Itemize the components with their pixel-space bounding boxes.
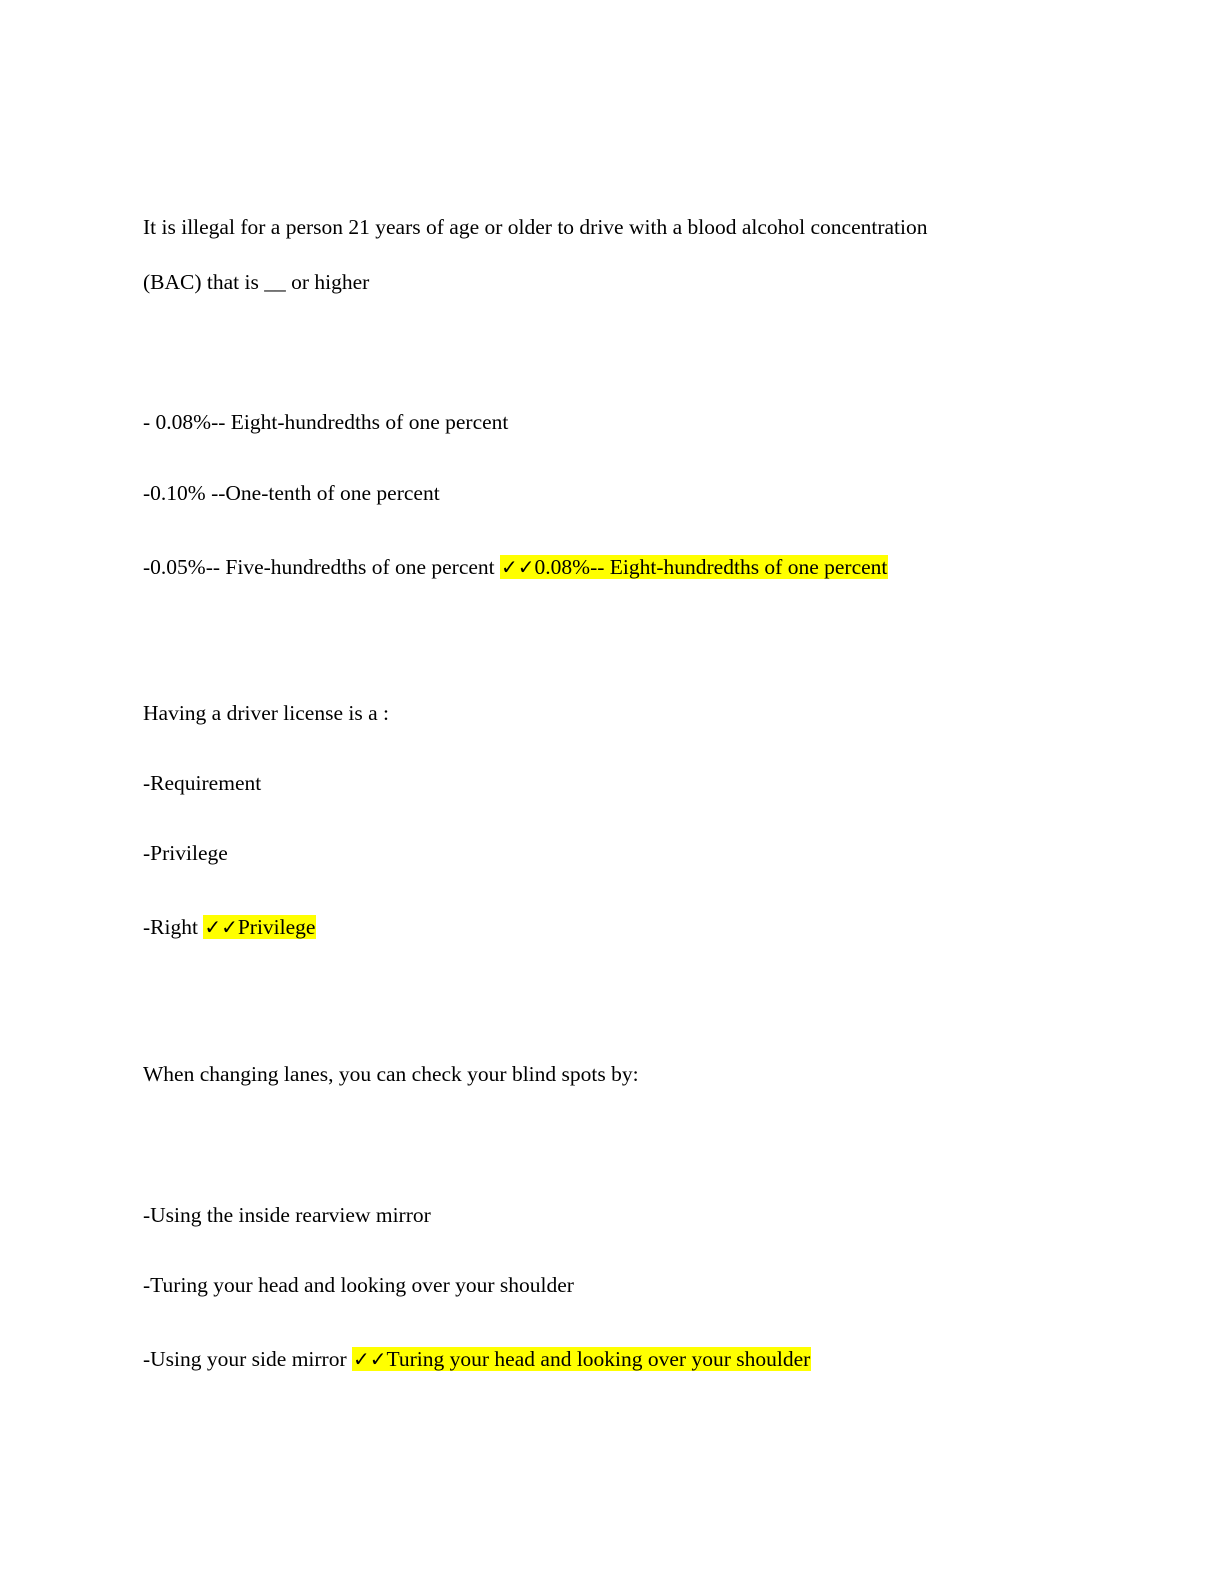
q1-answer: 0.08%-- Eight-hundredths of one percent (534, 555, 888, 579)
q2-option-3: -Right (143, 915, 198, 939)
q2-question: Having a driver license is a : (143, 701, 389, 725)
q1-question-line2: (BAC) that is __ or higher (143, 270, 370, 294)
double-check-icon: ✓✓ (501, 555, 535, 579)
q2-option-1: -Requirement (143, 771, 262, 795)
q3-answer: Turing your head and looking over your shoulder (386, 1347, 811, 1371)
q1-answer-highlight (500, 555, 888, 579)
q3-option-1: -Using the inside rearview mirror (143, 1203, 431, 1227)
q3-option-3-row (143, 1343, 811, 1375)
q1-option-3: -0.05%-- Five-hundredths of one percent (143, 555, 495, 579)
q2-answer-highlight (203, 915, 316, 939)
q2-option-2: -Privilege (143, 841, 228, 865)
q3-question: When changing lanes, you can check your blind spots by: (143, 1062, 639, 1086)
q3-option-3: -Using your side mirror (143, 1347, 347, 1371)
q3-answer-highlight (352, 1347, 811, 1371)
q1-option-3-row (143, 551, 888, 583)
q1-option-2: -0.10% --One-tenth of one percent (143, 481, 440, 505)
q2-answer: Privilege (237, 915, 316, 939)
q1-question-line1: It is illegal for a person 21 years of age or older to drive with a blood alcohol concentration (143, 215, 928, 239)
q2-option-3-row (143, 911, 316, 943)
double-check-icon: ✓✓ (353, 1347, 387, 1371)
q3-option-2: -Turing your head and looking over your shoulder (143, 1273, 574, 1297)
q1-option-1: - 0.08%-- Eight-hundredths of one percent (143, 410, 509, 434)
double-check-icon: ✓✓ (204, 915, 238, 939)
